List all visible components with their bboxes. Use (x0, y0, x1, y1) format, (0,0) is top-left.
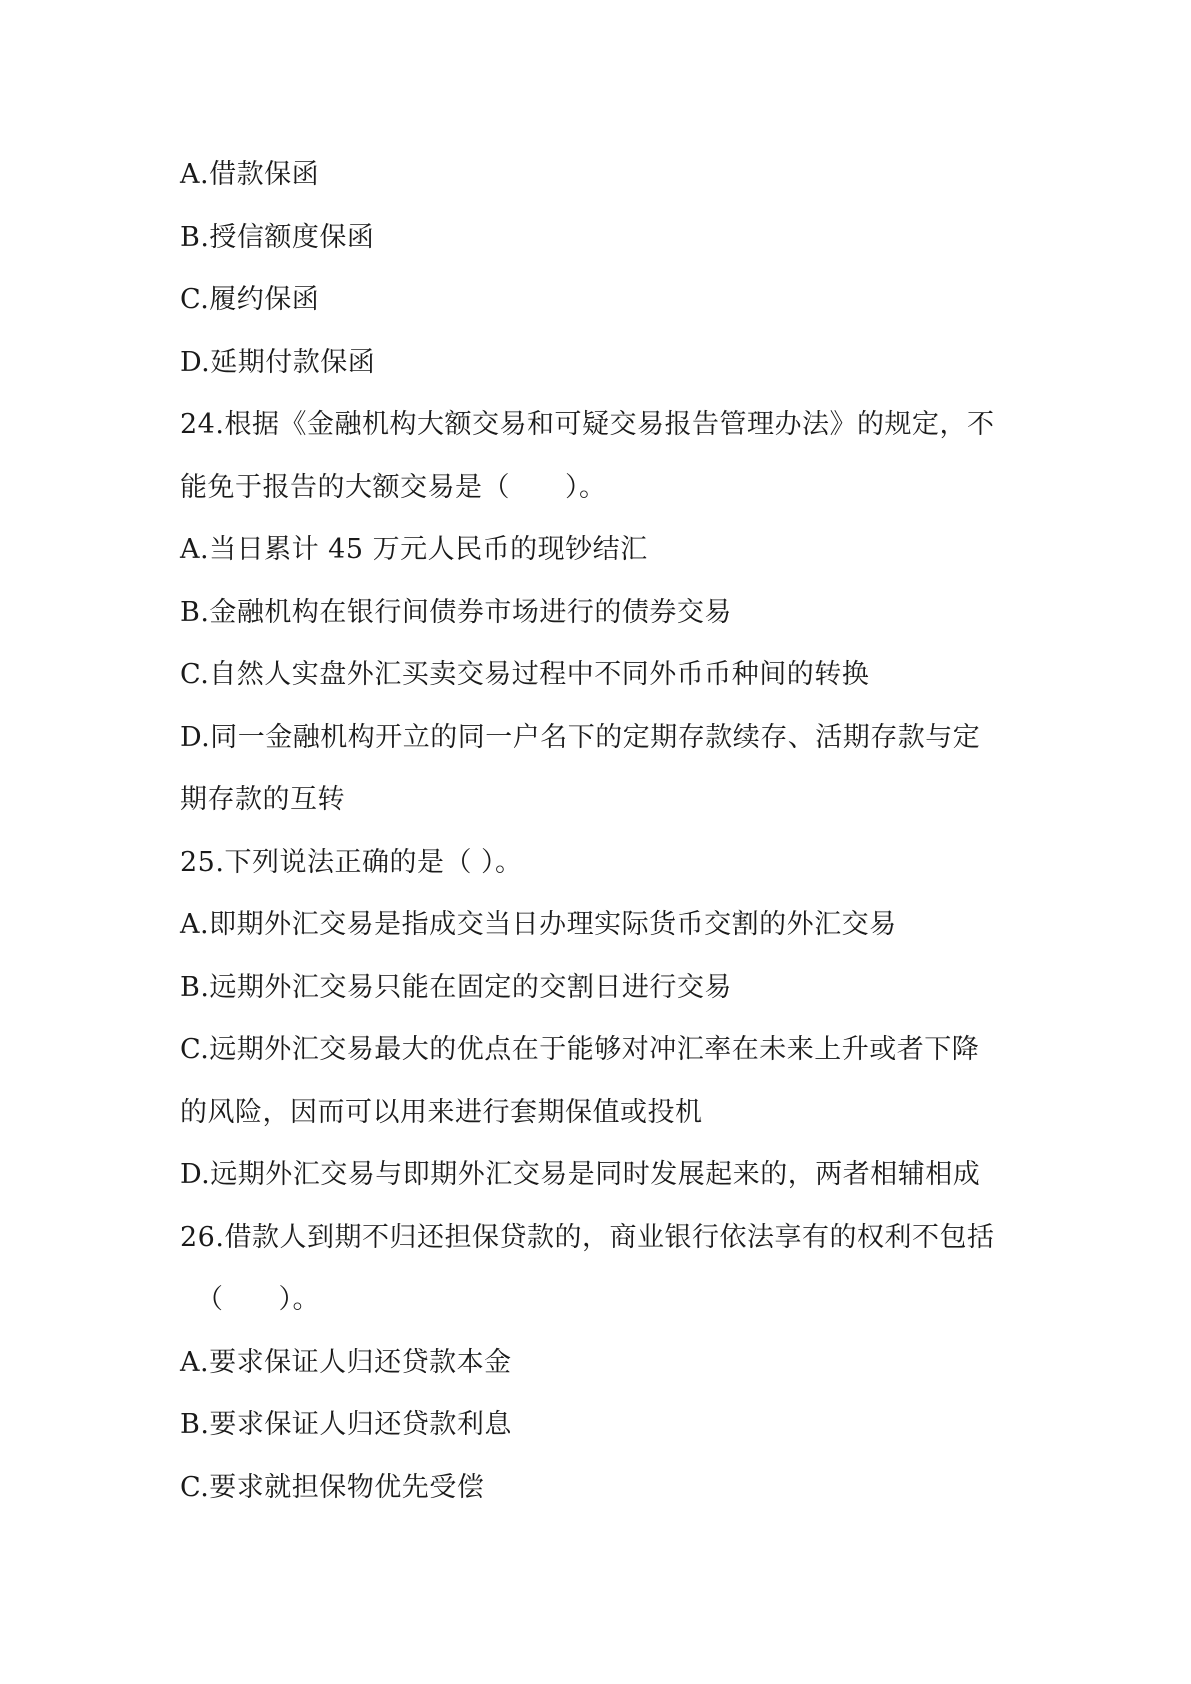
option-line: B.授信额度保函 (180, 221, 375, 253)
option-line: B.远期外汇交易只能在固定的交割日进行交易 (180, 971, 732, 1003)
question-26-stem-continued: （ ）。 (196, 1284, 320, 1315)
option-line-continued: 的风险，因而可以用来进行套期保值或投机 (180, 1096, 703, 1128)
option-line: A.要求保证人归还贷款本金 (180, 1346, 512, 1378)
option-line: A.即期外汇交易是指成交当日办理实际货币交割的外汇交易 (180, 909, 897, 940)
question-26-stem: 26.借款人到期不归还担保贷款的，商业银行依法享有的权利不包括 (180, 1221, 995, 1253)
option-line: C.自然人实盘外汇买卖交易过程中不同外币币种间的转换 (180, 659, 870, 690)
option-line-continued: 期存款的互转 (180, 784, 345, 815)
option-line: A.当日累计 45 万元人民币的现钞结汇 (180, 534, 648, 565)
option-line: D.同一金融机构开立的同一户名下的定期存款续存、活期存款与定 (180, 721, 981, 753)
question-24-stem-continued: 能免于报告的大额交易是（ ）。 (180, 471, 607, 503)
option-line: B.金融机构在银行间债券市场进行的债券交易 (180, 596, 732, 628)
option-line: B.要求保证人归还贷款利息 (180, 1409, 512, 1440)
question-25-stem: 25.下列说法正确的是（ ）。 (180, 846, 523, 878)
option-line: C.要求就担保物优先受偿 (180, 1471, 485, 1503)
option-line: A.借款保函 (180, 159, 320, 190)
question-24-stem: 24.根据《金融机构大额交易和可疑交易报告管理办法》的规定，不 (180, 409, 995, 440)
option-line: D.远期外汇交易与即期外汇交易是同时发展起来的，两者相辅相成 (180, 1159, 981, 1190)
option-line: C.远期外汇交易最大的优点在于能够对冲汇率在未来上升或者下降 (180, 1034, 980, 1065)
option-line: D.延期付款保函 (180, 346, 376, 378)
option-line: C.履约保函 (180, 284, 320, 315)
question-text-block (180, 144, 1020, 1519)
